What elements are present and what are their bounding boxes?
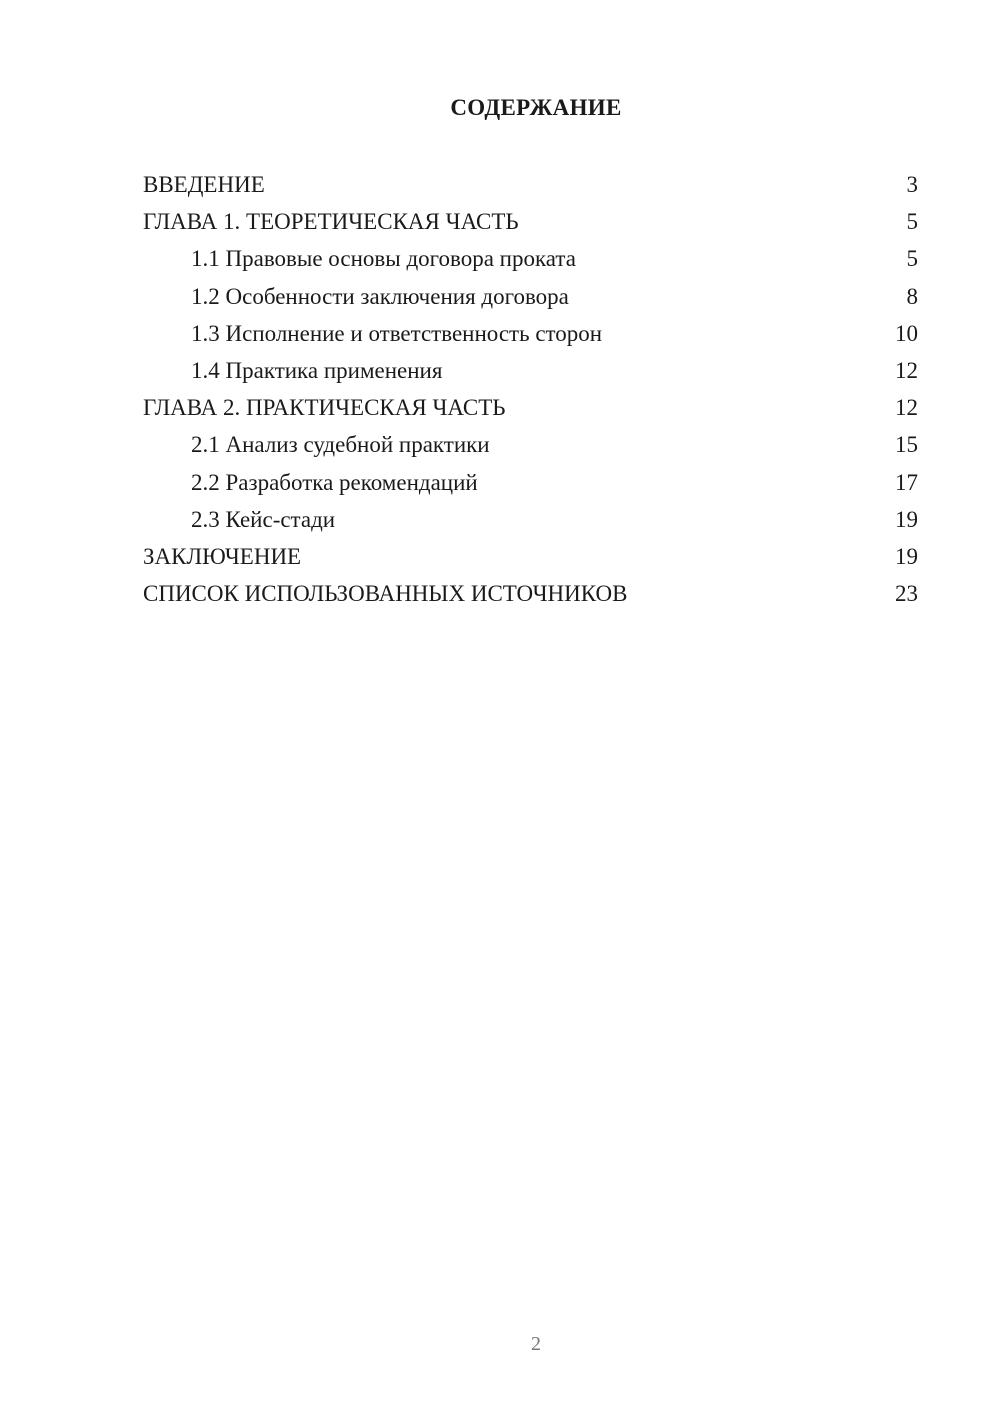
toc-entry-label: ЗАКЛЮЧЕНИЕ — [143, 543, 302, 569]
toc-entry-label: 2.2 Разработка рекомендаций — [191, 469, 478, 495]
toc-entry-section-1-1 — [143, 242, 918, 279]
toc-entry-label: 2.3 Кейс-стади — [191, 506, 336, 532]
toc-entry-page: 8 — [906, 283, 918, 309]
toc-entry-label: 1.4 Практика применения — [191, 357, 443, 383]
toc-entry-label: ГЛАВА 1. ТЕОРЕТИЧЕСКАЯ ЧАСТЬ — [143, 209, 519, 235]
toc-entry-chapter-2 — [143, 391, 918, 428]
toc-entry-page: 23 — [895, 581, 918, 607]
toc-entry-section-1-2 — [143, 280, 918, 317]
toc-entry-label: 1.3 Исполнение и ответственность сторон — [191, 320, 603, 346]
toc-entry-page: 5 — [906, 246, 918, 272]
toc-entry-page: 15 — [895, 432, 918, 458]
toc-entry-label: ГЛАВА 2. ПРАКТИЧЕСКАЯ ЧАСТЬ — [143, 395, 506, 421]
toc-entry-label: СПИСОК ИСПОЛЬЗОВАННЫХ ИСТОЧНИКОВ — [143, 581, 628, 607]
toc-entry-references — [143, 577, 918, 614]
toc-entry-page: 12 — [895, 395, 918, 421]
toc-entry-section-2-2 — [143, 466, 918, 503]
table-of-contents — [143, 168, 918, 614]
toc-entry-section-2-3 — [143, 503, 918, 540]
toc-entry-section-1-4 — [143, 354, 918, 391]
toc-entry-page: 19 — [895, 506, 918, 532]
toc-entry-page: 5 — [906, 209, 918, 235]
toc-entry-conclusion — [143, 540, 918, 577]
toc-entry-page: 12 — [895, 357, 918, 383]
toc-entry-chapter-1 — [143, 205, 918, 242]
toc-entry-page: 10 — [895, 320, 918, 346]
toc-entry-introduction — [143, 168, 918, 205]
toc-entry-section-1-3 — [143, 317, 918, 354]
toc-entry-page: 19 — [895, 543, 918, 569]
toc-entry-label: 2.1 Анализ судебной практики — [191, 432, 490, 458]
page-number: 2 — [531, 1333, 541, 1355]
toc-entry-page: 3 — [906, 172, 918, 197]
toc-entry-label: 1.2 Особенности заключения договора — [191, 283, 569, 309]
toc-entry-label: ВВЕДЕНИЕ — [143, 172, 265, 197]
toc-entry-section-2-1 — [143, 428, 918, 465]
toc-entry-label: 1.1 Правовые основы договора проката — [191, 246, 576, 272]
toc-title: СОДЕРЖАНИЕ — [450, 95, 622, 120]
toc-entry-page: 17 — [895, 469, 918, 495]
